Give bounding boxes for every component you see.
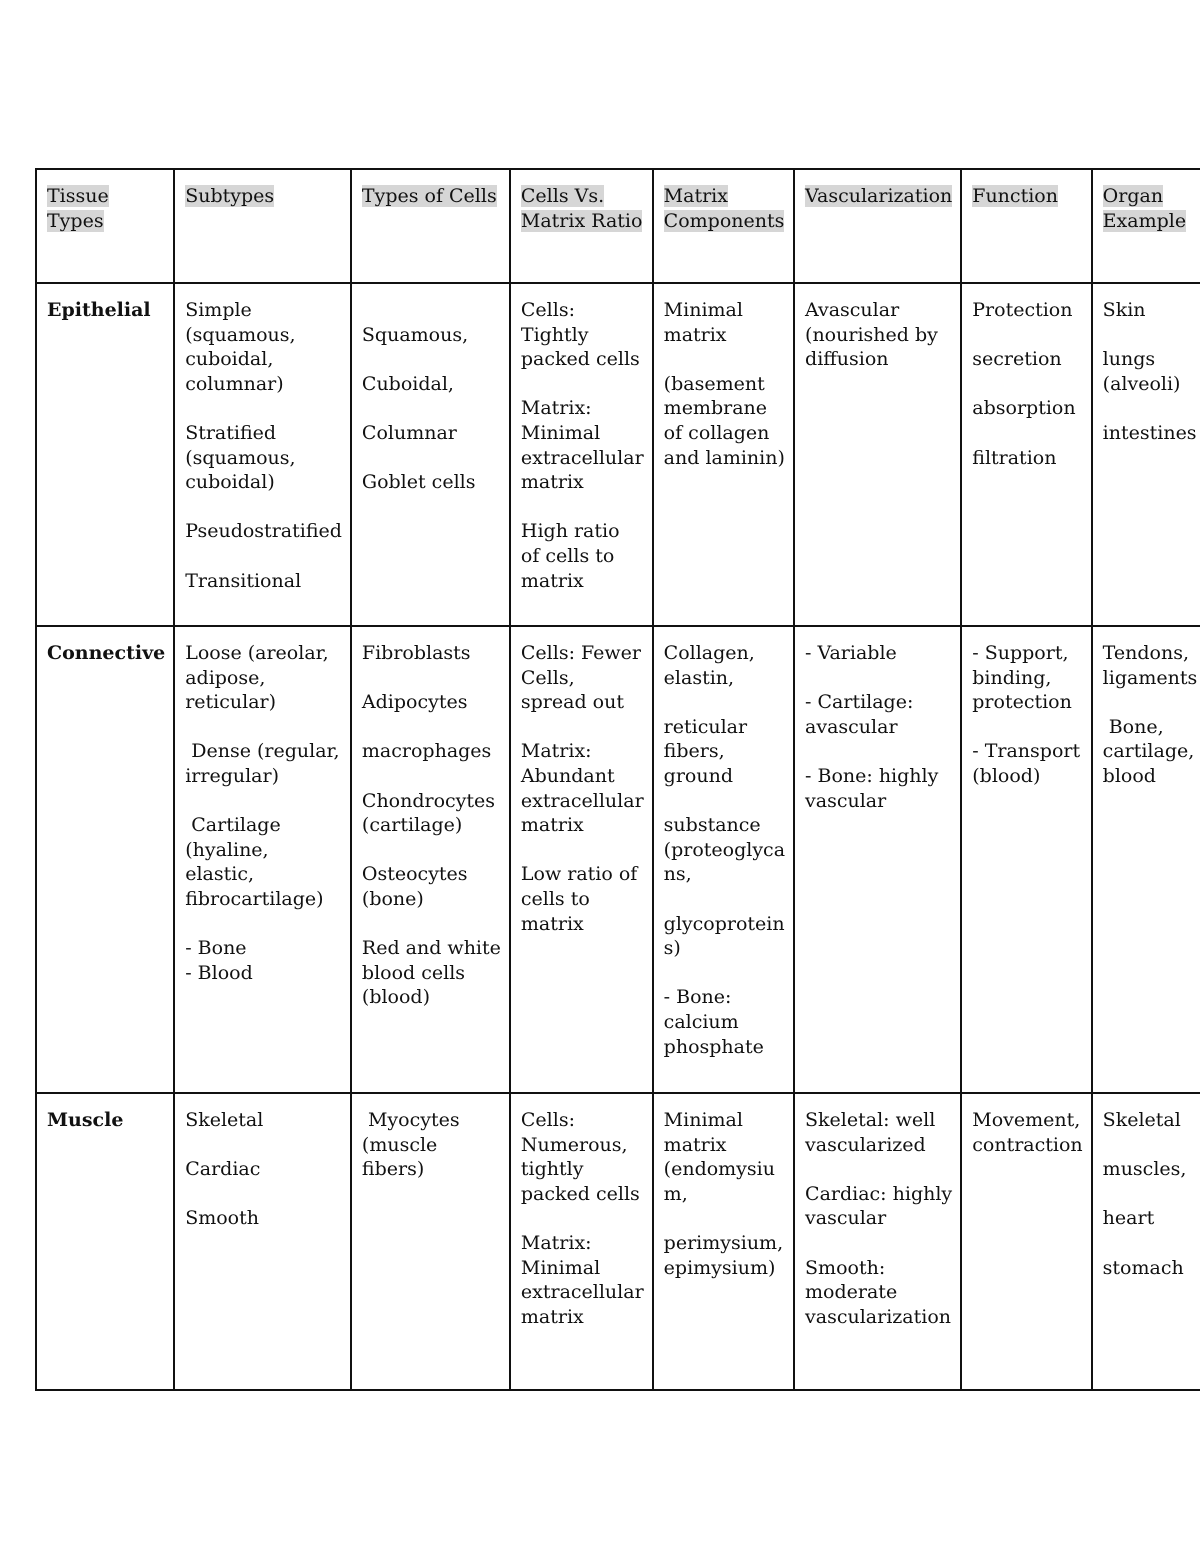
cell-text-line: cuboidal) — [185, 471, 275, 494]
cell-text-line: reticular) — [185, 691, 277, 714]
cell-text-line: Smooth — [185, 1207, 259, 1230]
cell-text-line: (muscle — [361, 1133, 438, 1156]
blank-line — [185, 912, 342, 937]
table-cell — [794, 626, 961, 1093]
cell-text-line: Transitional — [185, 569, 302, 592]
header-cell — [653, 169, 794, 283]
tissue-type-cell: Connective — [36, 626, 174, 1093]
cell-text-line: calcium — [663, 1010, 739, 1033]
cell-text-line: diffusion — [805, 348, 889, 371]
cell-text-line: vascular — [805, 789, 887, 812]
cell-text-line: Chondrocytes — [361, 789, 496, 812]
header-row — [36, 169, 1200, 283]
table-cell — [1092, 626, 1200, 1093]
cell-text-line: matrix — [663, 1133, 727, 1156]
blank-line — [362, 838, 501, 863]
cell-text-line: ligaments — [1102, 666, 1198, 689]
header-label: Organ Example — [1102, 185, 1187, 232]
cell-text-line: Pseudostratified — [185, 520, 342, 543]
cell-text-line: of collagen — [663, 421, 770, 444]
cell-text-line: Smooth: — [805, 1256, 886, 1279]
cell-text-line: fibers) — [361, 1158, 425, 1181]
cell-text-line: packed cells — [520, 1182, 640, 1205]
table-row — [36, 1093, 1200, 1390]
cell-text-line: (cartilage) — [361, 814, 463, 837]
cell-text-line: Cardiac: highly — [805, 1182, 953, 1205]
header-label: Types of Cells — [361, 185, 497, 207]
cell-text-line: muscles, — [1102, 1158, 1187, 1181]
cell-text-line: - Bone: — [663, 986, 732, 1009]
cell-text-line: phosphate — [663, 1035, 764, 1058]
tissue-type-cell: Muscle — [36, 1093, 174, 1390]
cell-text-line: irregular) — [185, 764, 279, 787]
blank-line — [185, 544, 342, 569]
cell-text-line: ns, — [663, 863, 692, 886]
cell-text-line: substance — [663, 814, 761, 837]
blank-line — [1103, 1133, 1198, 1158]
table-cell — [653, 283, 794, 626]
cell-text-line: Collagen, — [663, 642, 755, 664]
blank-line — [1103, 323, 1198, 348]
cell-text-line: Cells: — [520, 1109, 575, 1131]
cell-text-line: lungs — [1102, 348, 1156, 371]
cell-text-line: moderate — [805, 1281, 898, 1304]
tissue-comparison-table — [35, 168, 1200, 1391]
cell-text-line: reticular — [663, 715, 748, 738]
blank-line — [664, 347, 785, 372]
table-cell — [351, 283, 510, 626]
blank-line — [664, 690, 785, 715]
cell-text-line: Abundant — [520, 764, 615, 787]
cell-text-line: Matrix: — [520, 1231, 592, 1254]
cell-text-line: Tightly — [520, 323, 589, 346]
cell-text-line: Goblet cells — [361, 471, 476, 494]
cell-text-line: - Bone — [185, 937, 247, 960]
cell-text-line: (squamous, — [185, 323, 296, 346]
cell-text-line: Protection — [972, 299, 1073, 321]
cell-text-line: columnar) — [185, 372, 284, 395]
cell-text-line: matrix — [520, 471, 584, 494]
cell-text-line: ground — [663, 764, 733, 787]
cell-text-line: matrix — [663, 323, 727, 346]
blank-line — [664, 1206, 785, 1231]
header-cell — [36, 169, 174, 283]
cell-text-line: Dense (regular, — [185, 740, 340, 763]
cell-text-line: secretion — [972, 348, 1062, 371]
cell-text-line: binding, — [972, 666, 1052, 689]
blank-line — [362, 347, 501, 372]
cell-text-line: of cells to — [520, 544, 615, 567]
blank-line — [185, 789, 342, 814]
cell-text-line: (proteoglyca — [663, 838, 786, 861]
header-cell — [794, 169, 961, 283]
cell-text-line: - Blood — [185, 961, 253, 984]
header-label: Matrix Components — [663, 185, 785, 232]
table-cell — [653, 1093, 794, 1390]
blank-line — [805, 739, 952, 764]
tissue-type-cell: Epithelial — [36, 283, 174, 626]
blank-line — [972, 421, 1082, 446]
cell-text-line: s) — [663, 937, 681, 960]
header-label: Tissue Types — [47, 185, 109, 232]
cell-text-line: Squamous, — [361, 323, 469, 346]
cell-text-line: Skeletal: well — [805, 1109, 936, 1131]
blank-line — [1103, 690, 1198, 715]
table-cell — [794, 283, 961, 626]
cell-text-line: glycoprotein — [663, 912, 785, 935]
table-cell — [961, 1093, 1091, 1390]
blank-line — [521, 1206, 644, 1231]
header-cell — [351, 169, 510, 283]
cell-text-line: Myocytes — [361, 1109, 460, 1131]
cell-text-line: (endomysiu — [663, 1158, 775, 1181]
cell-text-line: (squamous, — [185, 446, 296, 469]
cell-text-line: Low ratio of — [520, 863, 638, 886]
table-cell — [510, 1093, 653, 1390]
header-label: Cells Vs. Matrix Ratio — [520, 185, 643, 232]
table-cell — [794, 1093, 961, 1390]
header-cell — [174, 169, 351, 283]
cell-text-line: blood — [1102, 764, 1156, 787]
cell-text-line: Cardiac — [185, 1158, 261, 1181]
cell-text-line: macrophages — [361, 740, 492, 763]
cell-text-line: - Cartilage: — [805, 691, 914, 714]
blank-line — [362, 912, 501, 937]
blank-line — [664, 789, 785, 814]
cell-text-line: tightly — [520, 1158, 584, 1181]
blank-line — [972, 715, 1082, 740]
blank-line — [362, 666, 501, 691]
cell-text-line: (hyaline, — [185, 838, 269, 861]
blank-line — [521, 495, 644, 520]
table-cell — [961, 283, 1091, 626]
cell-text-line: Skin — [1102, 299, 1146, 321]
table-cell — [961, 626, 1091, 1093]
blank-line — [362, 298, 501, 323]
cell-text-line: Loose (areolar, — [185, 642, 329, 664]
cell-text-line: Skeletal — [185, 1109, 264, 1131]
cell-text-line: Matrix: — [520, 397, 592, 420]
cell-text-line: protection — [972, 691, 1072, 714]
cell-text-line: matrix — [520, 912, 584, 935]
cell-text-line: - Variable — [805, 642, 897, 664]
cell-text-line: filtration — [972, 446, 1057, 469]
cell-text-line: Cells: — [520, 299, 575, 321]
cell-text-line: extracellular — [520, 446, 644, 469]
cell-text-line: fibers, — [663, 740, 725, 763]
cell-text-line: matrix — [520, 569, 584, 592]
header-cell — [961, 169, 1091, 283]
cell-text-line: stomach — [1102, 1256, 1184, 1279]
cell-text-line: Columnar — [361, 421, 457, 444]
cell-text-line: Minimal — [663, 1109, 743, 1131]
cell-text-line: perimysium, — [663, 1231, 784, 1254]
blank-line — [1103, 396, 1198, 421]
cell-text-line: extracellular — [520, 1281, 644, 1304]
blank-line — [972, 372, 1082, 397]
blank-line — [362, 446, 501, 471]
cell-text-line: Bone, — [1102, 715, 1164, 738]
cell-text-line: Adipocytes — [361, 691, 468, 714]
cell-text-line: intestines — [1102, 421, 1197, 444]
blank-line — [185, 1182, 342, 1207]
header-cell — [510, 169, 653, 283]
cell-text-line: - Support, — [972, 642, 1069, 664]
table-row — [36, 283, 1200, 626]
cell-text-line: - Bone: highly — [805, 764, 939, 787]
blank-line — [362, 764, 501, 789]
table-cell — [1092, 1093, 1200, 1390]
blank-line — [972, 323, 1082, 348]
cell-text-line: Cuboidal, — [361, 372, 454, 395]
cell-text-line: (nourished by — [805, 323, 938, 346]
blank-line — [362, 396, 501, 421]
cell-text-line: Simple — [185, 299, 252, 321]
cell-text-line: adipose, — [185, 666, 266, 689]
cell-text-line: Minimal — [520, 421, 601, 444]
cell-text-line: Minimal — [520, 1256, 601, 1279]
cell-text-line: Matrix: — [520, 740, 592, 763]
cell-text-line: vascular — [805, 1207, 887, 1230]
cell-text-line: Red and white — [361, 937, 501, 960]
table-row — [36, 626, 1200, 1093]
table-cell — [351, 626, 510, 1093]
blank-line — [805, 1157, 952, 1182]
cell-text-line: epimysium) — [663, 1256, 776, 1279]
cell-text-line: cells to — [520, 887, 590, 910]
cell-text-line: Skeletal — [1102, 1109, 1181, 1131]
cell-text-line: Osteocytes — [361, 863, 468, 886]
blank-line — [185, 1133, 342, 1158]
blank-line — [362, 715, 501, 740]
cell-text-line: High ratio — [520, 520, 620, 543]
cell-text-line: (bone) — [361, 887, 424, 910]
cell-text-line: heart — [1102, 1207, 1155, 1230]
cell-text-line: vascularized — [805, 1133, 926, 1156]
cell-text-line: Cells, — [520, 666, 575, 689]
cell-text-line: vascularization — [805, 1305, 952, 1328]
table-cell — [174, 626, 351, 1093]
cell-text-line: absorption — [972, 397, 1076, 420]
blank-line — [1103, 1182, 1198, 1207]
blank-line — [1103, 1231, 1198, 1256]
table-cell — [351, 1093, 510, 1390]
cell-text-line: Tendons, — [1102, 642, 1189, 664]
cell-text-line: Avascular — [805, 299, 900, 321]
table-cell — [510, 626, 653, 1093]
blank-line — [521, 372, 644, 397]
blank-line — [664, 887, 785, 912]
header-label: Function — [972, 185, 1058, 207]
cell-text-line: elastic, — [185, 863, 254, 886]
cell-text-line: Minimal — [663, 299, 743, 321]
cell-text-line: avascular — [805, 715, 898, 738]
cell-text-line: Cells: Fewer — [520, 642, 641, 664]
cell-text-line: Cartilage — [185, 814, 281, 837]
blank-line — [185, 715, 342, 740]
table-cell — [1092, 283, 1200, 626]
cell-text-line: extracellular — [520, 789, 644, 812]
cell-text-line: Stratified — [185, 421, 277, 444]
cell-text-line: membrane — [663, 397, 768, 420]
cell-text-line: (blood) — [972, 764, 1041, 787]
blank-line — [805, 666, 952, 691]
cell-text-line: - Transport — [972, 740, 1081, 763]
table-cell — [174, 1093, 351, 1390]
cell-text-line: and laminin) — [663, 446, 785, 469]
blank-line — [805, 1231, 952, 1256]
cell-text-line: Numerous, — [520, 1133, 628, 1156]
cell-text-line: spread out — [520, 691, 624, 714]
blank-line — [521, 715, 644, 740]
table-cell — [510, 283, 653, 626]
table-cell — [653, 626, 794, 1093]
cell-text-line: (blood) — [361, 986, 431, 1009]
cell-text-line: cartilage, — [1102, 740, 1195, 763]
header-label: Vascularization — [805, 185, 953, 207]
header-label: Subtypes — [185, 185, 275, 207]
cell-text-line: fibrocartilage) — [185, 887, 324, 910]
blank-line — [664, 961, 785, 986]
cell-text-line: contraction — [972, 1133, 1083, 1156]
cell-text-line: (basement — [663, 372, 765, 395]
cell-text-line: matrix — [520, 1305, 584, 1328]
cell-text-line: blood cells — [361, 961, 466, 984]
blank-line — [185, 495, 342, 520]
cell-text-line: elastin, — [663, 666, 735, 689]
cell-text-line: matrix — [520, 814, 584, 837]
blank-line — [521, 838, 644, 863]
cell-text-line: Fibroblasts — [361, 642, 471, 664]
cell-text-line: m, — [663, 1182, 688, 1205]
table-cell — [174, 283, 351, 626]
blank-line — [185, 396, 342, 421]
cell-text-line: Movement, — [972, 1109, 1081, 1131]
header-cell — [1092, 169, 1200, 283]
cell-text-line: (alveoli) — [1102, 372, 1181, 395]
cell-text-line: cuboidal, — [185, 348, 274, 371]
cell-text-line: packed cells — [520, 348, 640, 371]
